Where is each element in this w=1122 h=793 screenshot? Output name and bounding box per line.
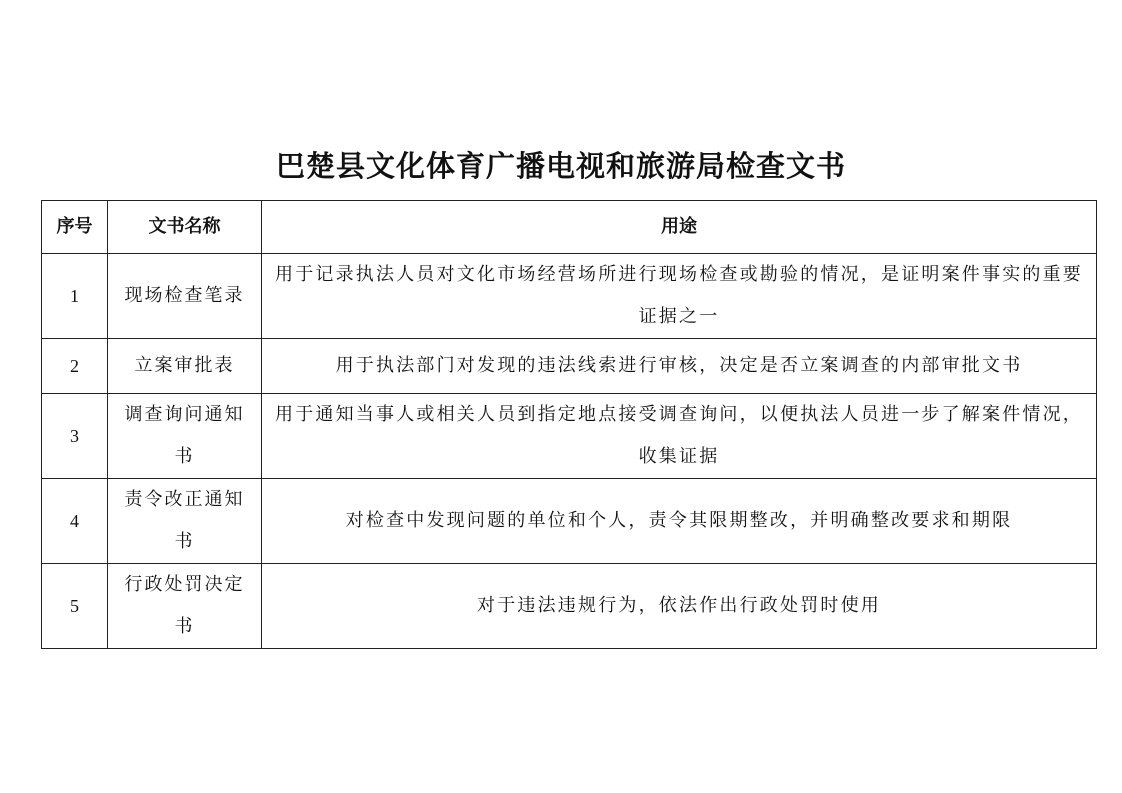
serial-number-cell: 5 (42, 564, 108, 649)
inspection-documents-table (41, 200, 1097, 649)
purpose-cell: 用于执法部门对发现的违法线索进行审核，决定是否立案调查的内部审批文书 (262, 339, 1097, 394)
table-row (42, 564, 1097, 649)
document-name-cell: 现场检查笔录 (108, 254, 262, 339)
serial-number-cell: 1 (42, 254, 108, 339)
document-name-cell: 责令改正通知书 (108, 479, 262, 564)
serial-number-cell: 3 (42, 394, 108, 479)
document-name-cell: 调查询问通知书 (108, 394, 262, 479)
purpose-cell: 对于违法违规行为，依法作出行政处罚时使用 (262, 564, 1097, 649)
document-name-cell: 行政处罚决定书 (108, 564, 262, 649)
table-row (42, 339, 1097, 394)
header-serial-number: 序号 (42, 201, 108, 254)
serial-number-cell: 2 (42, 339, 108, 394)
purpose-cell: 对检查中发现问题的单位和个人，责令其限期整改，并明确整改要求和期限 (262, 479, 1097, 564)
header-document-name: 文书名称 (108, 201, 262, 254)
purpose-cell: 用于记录执法人员对文化市场经营场所进行现场检查或勘验的情况，是证明案件事实的重要证据之一 (262, 254, 1097, 339)
table-row (42, 394, 1097, 479)
header-purpose: 用途 (262, 201, 1097, 254)
document-name-cell: 立案审批表 (108, 339, 262, 394)
table-row (42, 479, 1097, 564)
document-title: 巴楚县文化体育广播电视和旅游局检查文书 (275, 149, 846, 183)
serial-number-cell: 4 (42, 479, 108, 564)
table-row (42, 254, 1097, 339)
purpose-cell: 用于通知当事人或相关人员到指定地点接受调查询问，以便执法人员进一步了解案件情况，收集证据 (262, 394, 1097, 479)
table-header-row (42, 201, 1097, 254)
